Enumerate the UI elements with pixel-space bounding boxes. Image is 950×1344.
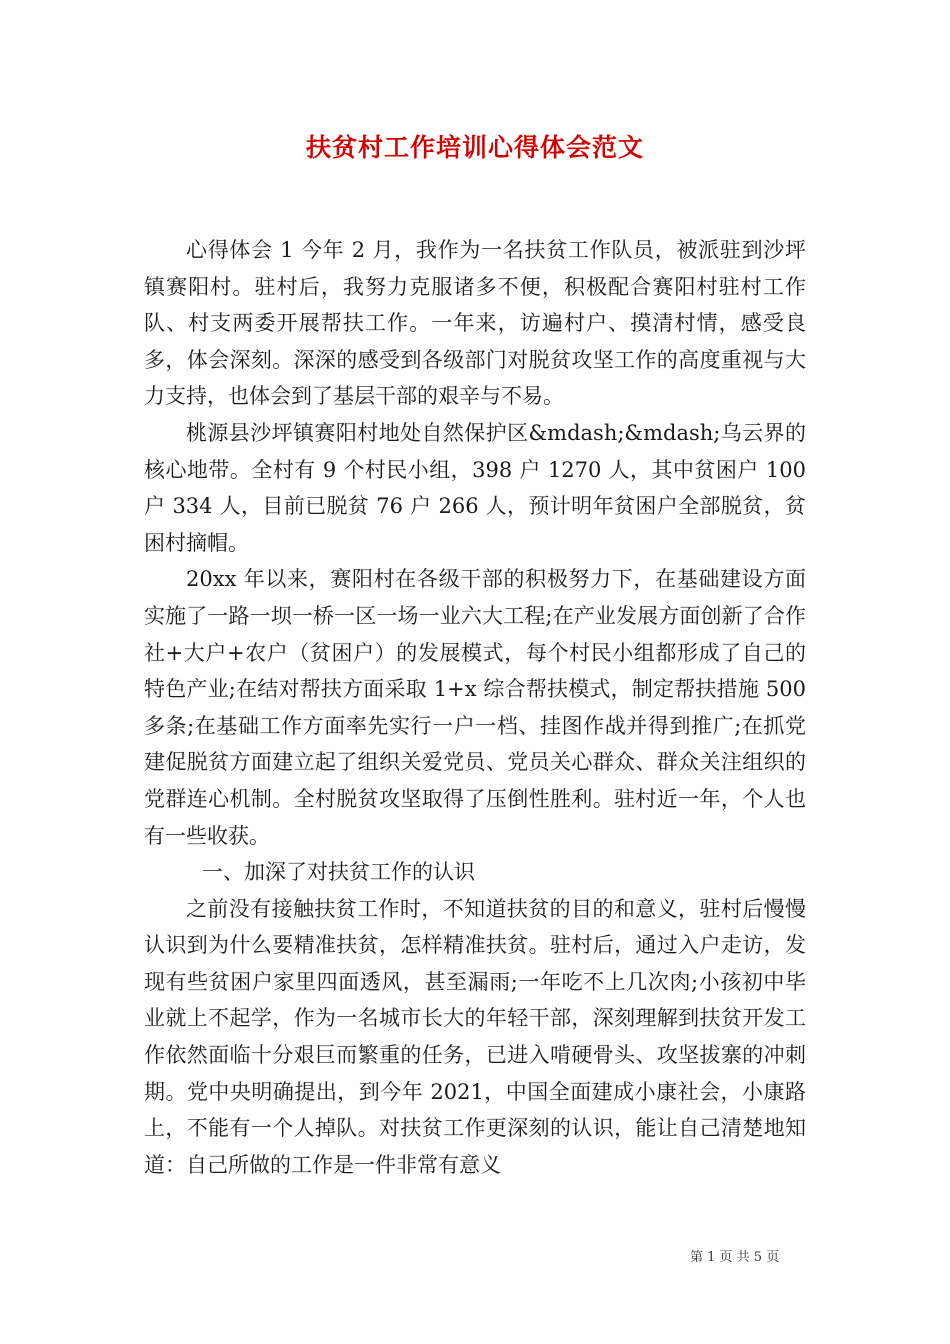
paragraph-understanding: 之前没有接触扶贫工作时，不知道扶贫的目的和意义，驻村后慢慢认识到为什么要精准扶贫，怎样精准扶贫。驻村后，通过入户走访，发现有些贫困户家里四面透风，甚至漏雨;一年吃不上几次肉;小孩初中毕业就上不起学，作为一名城市长大的年轻干部，深刻理解到扶贫开发工作依然面临十分艰巨而繁重的任务，已进入啃硬骨头、攻坚拔寨的冲刺期。党中央明确提出，到今年 2021，中国全面建成小康社会，小康路上，不能有一个人掉队。对扶贫工作更深刻的认识，能让自己清楚地知道：自己所做的工作是一件非常有意义 (144, 896, 806, 1177)
paragraph-achievements: 20xx 年以来，赛阳村在各级干部的积极努力下，在基础建设方面实施了一路一坝一桥一区一场一业六大工程;在产业发展方面创新了合作社+大户+农户（贫困户）的发展模式，每个村民小组都形成了自己的特色产业;在结对帮扶方面采取 1+x 综合帮扶模式，制定帮扶措施 500 多条;在基础工作方面率先实行一户一档、挂图作战并得到推广;在抓党建促脱贫方面建立起了组织关爱党员、党员关心群众、群众关注组织的党群连心机制。全村脱贫攻坚取得了压倒性胜利。驻村近一年，个人也有一些收获。 (144, 567, 806, 848)
document-title: 扶贫村工作培训心得体会范文 (305, 133, 644, 162)
paragraph-intro: 心得体会 1 今年 2 月，我作为一名扶贫工作队员，被派驻到沙坪镇赛阳村。驻村后，我努力克服诸多不便，积极配合赛阳村驻村工作队、村支两委开展帮扶工作。一年来，访遍村户、摸清村情，感受良多，体会深刻。深深的感受到各级部门对脱贫攻坚工作的高度重视与大力支持，也体会到了基层干部的艰辛与不易。 (144, 238, 806, 409)
page-number-footer: 第 1 页 共 5 页 (690, 1250, 780, 1265)
section-heading-1: 一、加深了对扶贫工作的认识 (202, 860, 475, 885)
paragraph-village-overview: 桃源县沙坪镇赛阳村地处自然保护区&mdash;&mdash;乌云界的核心地带。全村有 9 个村民小组，398 户 1270 人，其中贫困户 100 户 334 人，目前已脱贫 76 户 266 人，预计明年贫困户全部脱贫，贫困村摘帽。 (144, 420, 806, 555)
document-body (144, 232, 806, 1183)
